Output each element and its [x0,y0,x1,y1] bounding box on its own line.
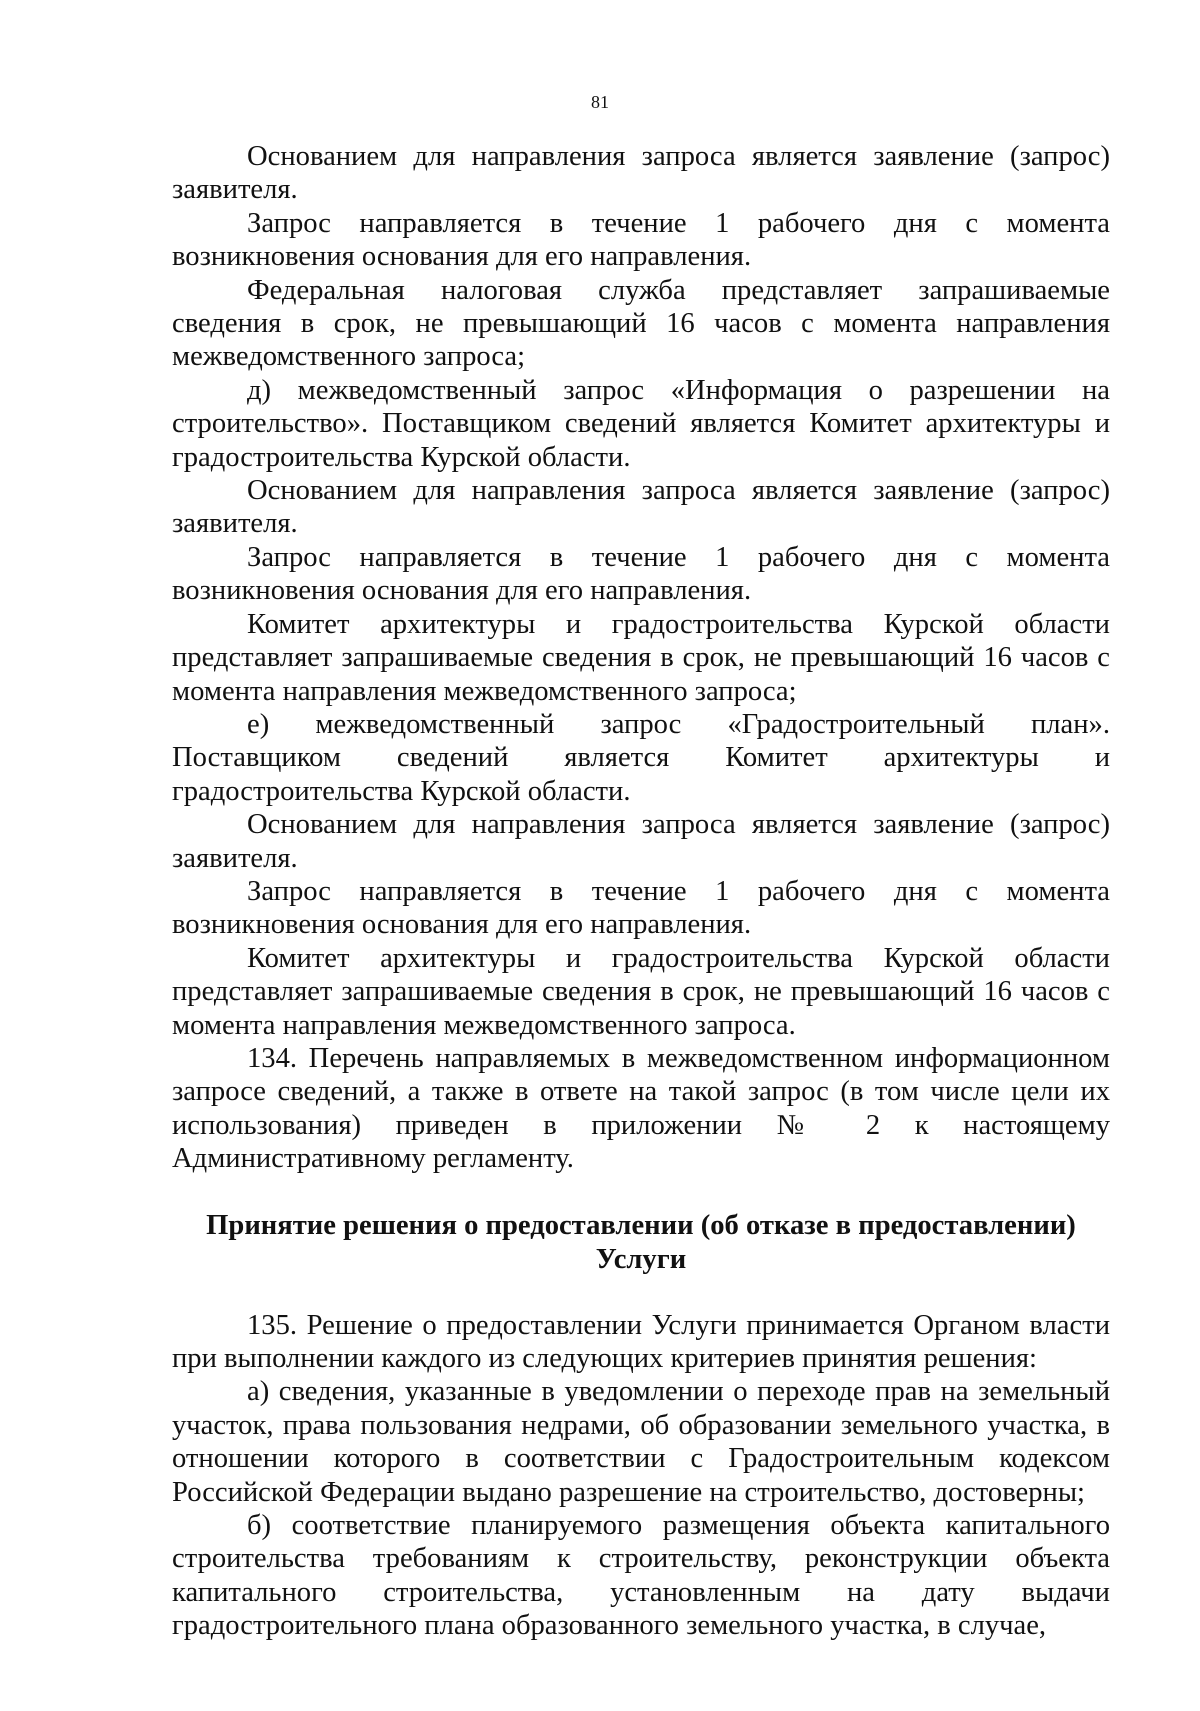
section-heading [172,1209,1110,1277]
paragraph: Комитет архитектуры и градостроительства Курской области представляет запрашиваемые сведения в срок, не превышающий 16 часов с момента направления межведомственного запроса. [172,942,1110,1041]
paragraph: Запрос направляется в течение 1 рабочего дня с момента возникновения основания для его направления. [172,875,1110,941]
paragraph: 135. Решение о предоставлении Услуги принимается Органом власти при выполнении каждого из следующих критериев принятия решения: [172,1309,1110,1374]
paragraph: а) сведения, указанные в уведомлении о переходе прав на земельный участок, права пользования недрами, об образовании земельного участка, в отношении которого в соответствии с Градостроительным кодексом Российской Федерации выдано разрешение на строительство, достоверны; [172,1376,1110,1508]
paragraph: Основанием для направления запроса является заявление (запрос) заявителя. [172,141,1110,206]
paragraph: е) межведомственный запрос «Градостроительный план». Поставщиком сведений является Комитет архитектуры и градостроительства Курской области. [172,708,1110,807]
section-heading-line-2: Услуги [595,1243,687,1275]
section-heading-line-1: Принятие решения о предоставлении (об отказе в предоставлении) [206,1209,1076,1241]
paragraph: Запрос направляется в течение 1 рабочего дня с момента возникновения основания для его направления. [172,207,1110,273]
paragraph: Основанием для направления запроса является заявление (запрос) заявителя. [172,809,1110,874]
paragraph: б) соответствие планируемого размещения объекта капитального строительства требованиям к строительству, реконструкции объекта капитального строительства, установленным на дату выдачи градостроительного плана образованного земельного участка, в случае, [172,1510,1110,1642]
page-number: 81 [591,92,609,112]
paragraph: д) межведомственный запрос «Информация о разрешении на строительство». Поставщиком сведений является Комитет архитектуры и градостроительства Курской области. [172,374,1110,473]
paragraph: 134. Перечень направляемых в межведомственном информационном запросе сведений, а также в ответе на такой запрос (в том числе цели их использования) приведен в приложении № 2 к настоящему Административному регламенту. [172,1042,1110,1175]
paragraph: Запрос направляется в течение 1 рабочего дня с момента возникновения основания для его направления. [172,541,1110,607]
document-body [172,140,1110,1643]
paragraph: Основанием для направления запроса является заявление (запрос) заявителя. [172,475,1110,540]
paragraph: Федеральная налоговая служба представляет запрашиваемые сведения в срок, не превышающий 16 часов с момента направления межведомственного запроса; [172,274,1110,373]
paragraph: Комитет архитектуры и градостроительства Курской области представляет запрашиваемые сведения в срок, не превышающий 16 часов с момента направления межведомственного запроса; [172,608,1110,707]
